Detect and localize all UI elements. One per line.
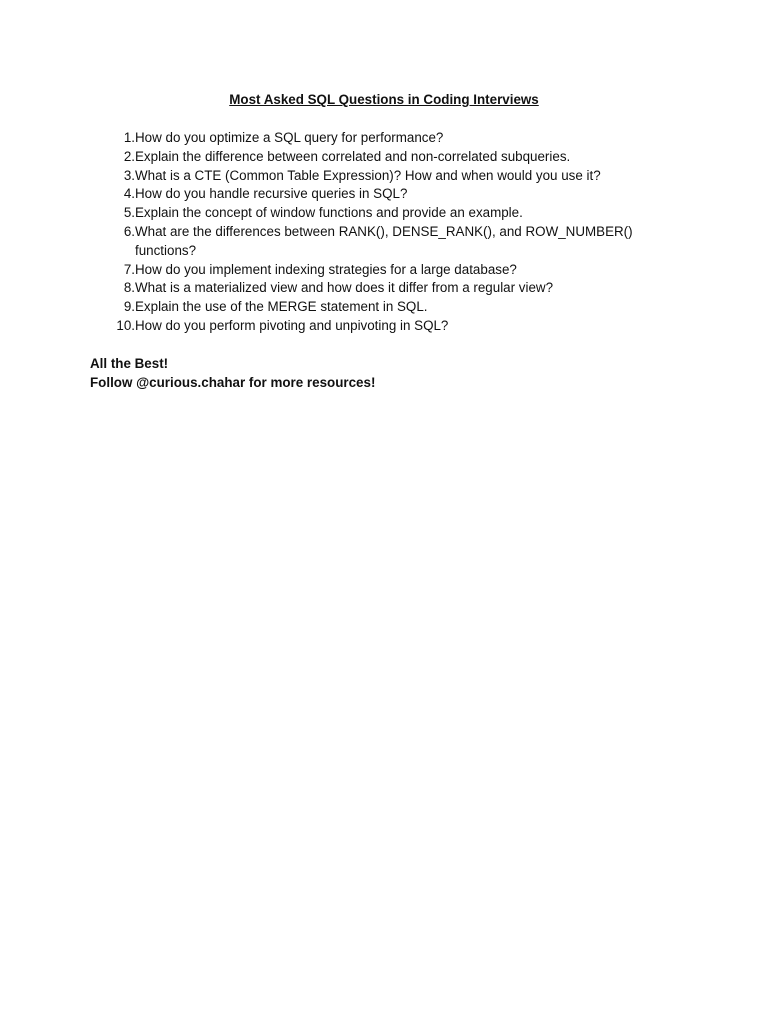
list-item-number: 8.	[123, 280, 135, 296]
list-item-text: What is a materialized view and how does it differ from a regular view?	[135, 280, 554, 296]
list-item-text: How do you handle recursive queries in SQL?	[135, 186, 408, 202]
closing-section	[90, 355, 375, 393]
list-item-number: 5.	[123, 205, 135, 221]
list-item	[90, 317, 670, 336]
list-item-number: 1.	[123, 130, 135, 145]
list-item	[90, 129, 670, 148]
list-item-number: 3.	[123, 167, 135, 183]
list-item-text: Explain the difference between correlated and non-correlated subqueries.	[135, 148, 571, 164]
list-item	[90, 298, 670, 317]
list-item-number: 7.	[123, 261, 135, 277]
list-item	[90, 223, 670, 261]
list-item-number: 10.	[116, 317, 135, 333]
questions-list	[90, 129, 670, 336]
list-item-number: 4.	[123, 186, 135, 202]
list-item-number: 9.	[123, 299, 135, 315]
list-item-number: 6.	[123, 223, 135, 239]
document-title: Most Asked SQL Questions in Coding Interviews	[229, 92, 539, 107]
list-item-text: What is a CTE (Common Table Expression)? How and when would you use it?	[135, 167, 601, 183]
list-item-text: How do you optimize a SQL query for performance?	[135, 130, 444, 145]
list-item-number: 2.	[123, 148, 135, 164]
list-item	[90, 148, 670, 167]
list-item	[90, 279, 670, 298]
list-item-text: Explain the concept of window functions and provide an example.	[135, 205, 523, 221]
list-item-text: How do you perform pivoting and unpivoting in SQL?	[135, 317, 449, 333]
closing-wish: All the Best!	[90, 356, 169, 371]
list-item	[90, 204, 670, 223]
list-item-text: How do you implement indexing strategies for a large database?	[135, 261, 517, 277]
list-item-text: What are the differences between RANK(), DENSE_RANK(), and ROW_NUMBER() functions?	[135, 223, 633, 258]
follow-note: Follow @curious.chahar for more resources!	[90, 374, 376, 390]
list-item	[90, 185, 670, 204]
list-item	[90, 261, 670, 280]
list-item	[90, 167, 670, 186]
list-item-text: Explain the use of the MERGE statement in SQL.	[135, 299, 428, 315]
